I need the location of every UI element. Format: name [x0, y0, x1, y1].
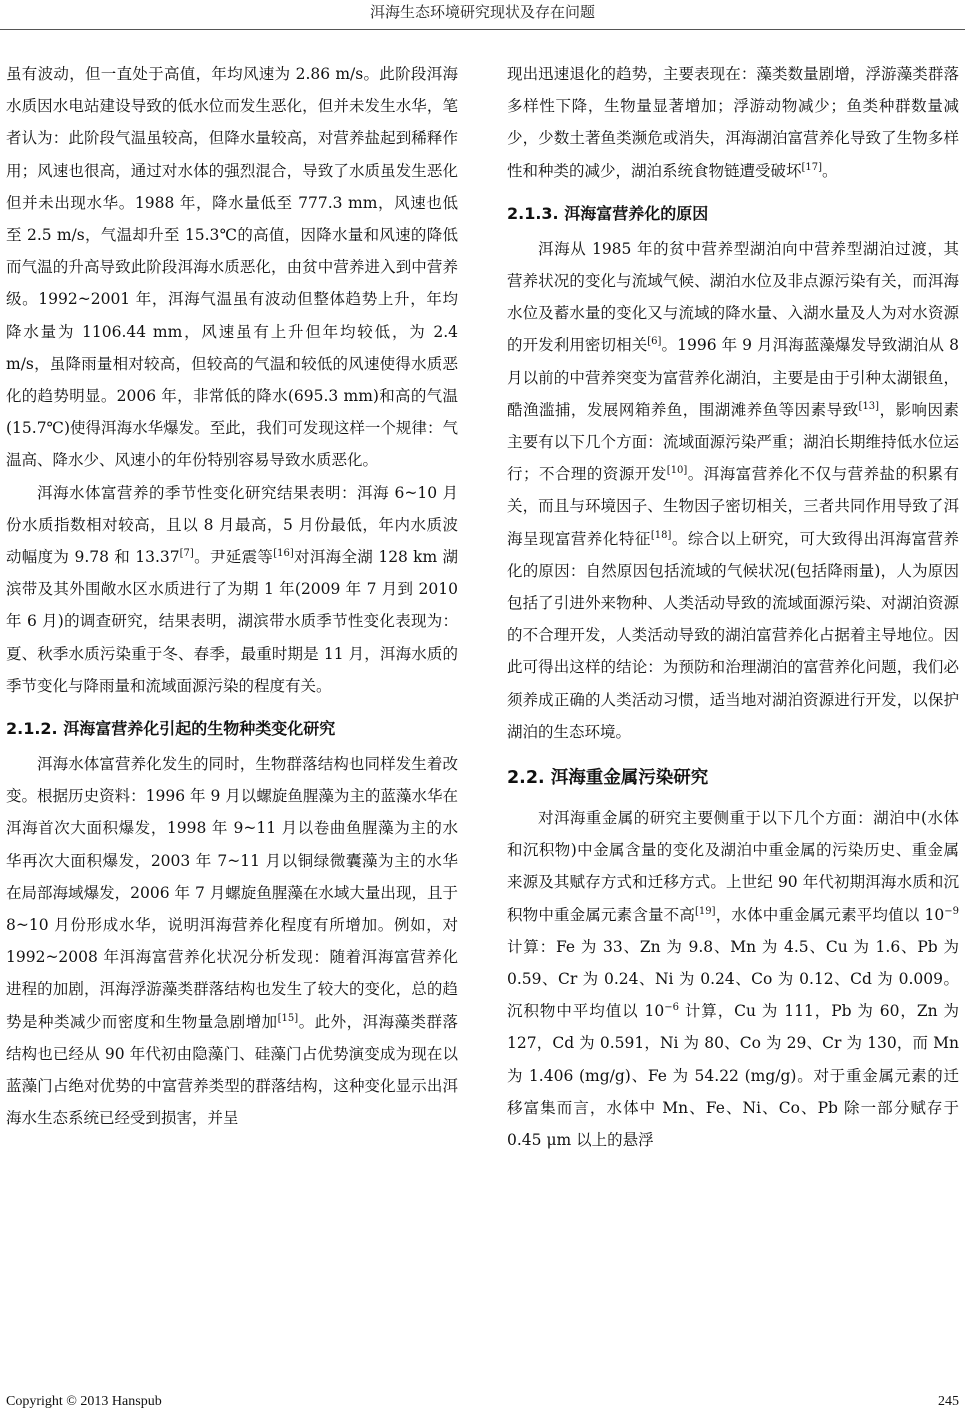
- running-head: 洱海生态环境研究现状及存在问题: [369, 3, 595, 21]
- citation-ref: −9: [944, 905, 959, 917]
- citation-ref: −6: [664, 1002, 679, 1014]
- right-column: [507, 58, 959, 1156]
- paragraph: [6, 58, 458, 477]
- citation-ref: [10]: [666, 465, 688, 477]
- text-run: ，水体中重金属元素平均值以 10: [715, 905, 945, 924]
- section-heading-2-1-2: 2.1.2. 洱海富营养化引起的生物种类变化研究: [6, 719, 336, 739]
- citation-ref: [6]: [647, 336, 662, 348]
- paragraph: [6, 477, 458, 702]
- text-run: 对洱海全湖 128 km 湖滨带及其外围敞水区水质进行了为期 1 年(2009 年 7 月到 2010 年 6 月)的调查研究，结果表明，湖滨带水质季节性变化表现为：夏、秋季水质污染重于冬、春季，最重时期是 11 月，洱海水质的季节变化与降雨量和流域面源污染的程度有关。: [6, 548, 458, 695]
- citation-ref: [7]: [179, 547, 194, 559]
- text-run: 。尹延震等: [193, 548, 274, 567]
- paragraph: [6, 748, 458, 1134]
- header-rule: [0, 29, 965, 30]
- paragraph: [507, 233, 959, 748]
- citation-ref: [15]: [277, 1012, 299, 1024]
- text-run: 。1996 年 9 月洱海蓝藻爆发导致湖泊从 8 月以前的中营养突变为富营养化湖泊，主要是由于引种太湖银鱼，酷渔滥捕，发展网箱养鱼，围湖滩养鱼等因素导致: [507, 336, 959, 419]
- text-run: 洱海水体富营养的季节性变化研究结果表明：洱海 6~10 月份水质指数相对较高，且以 8 月最高，5 月份最低，年内水质波动幅度为 9.78 和 13.37: [6, 483, 458, 567]
- text-run: 。综合以上研究，可大致得出洱海富营养化的原因：自然原因包括流域的气候状况(包括降雨量)，人为原因包括了引进外来物种、人类活动导致的流域面源污染、对湖泊资源的不合理开发，人类活动导致的湖泊富营养化占据着主导地位。因此可得出这样的结论：为预防和治理湖泊的富营养化问题，我们必须养成正确的人类活动习惯，适当地对湖泊资源进行开发，以保护湖泊的生态环境。: [507, 529, 959, 741]
- copyright-notice: Copyright © 2013 Hanspub: [6, 1394, 162, 1409]
- text-run: 计算：Fe 为 33、Zn 为 9.8、Mn 为 4.5、Cu 为 1.6、Pb 为 0.59、Cr 为 0.24、Ni 为 0.24、Co 为 0.12、Cd 为 0.009。沉积物中平均值以 10: [507, 937, 959, 1021]
- section-heading-2-2: 2.2. 洱海重金属污染研究: [507, 768, 709, 789]
- text-run: 。: [822, 161, 838, 180]
- text-run: 对洱海重金属的研究主要侧重于以下几个方面：湖泊中(水体和沉积物)中金属含量的变化及湖泊中重金属的污染历史、重金属来源及其赋存方式和迁移方式。上世纪 90 年代初期洱海水质和沉积物中重金属元素含量不高: [507, 809, 959, 924]
- citation-ref: [19]: [695, 905, 716, 917]
- text-run: 计算，Cu 为 111，Pb 为 60，Zn 为 127，Cd 为 0.591，Ni 为 80、Co 为 29、Cr 为 130，而 Mn 为 1.406 (mg/g)、Fe 为 54.22 (mg/g)。对于重金属元素的迁移富集而言，水体中 Mn、Fe、Ni、Co、Pb 除一部分赋存于 0.45 μm 以上的悬浮: [507, 1002, 959, 1150]
- text-run: 。此外，洱海藻类群落结构也已经从 90 年代初由隐藻门、硅藻门占优势演变成为现在以蓝藻门占绝对优势的中富营养类型的群落结构，这种变化显示出洱海水生态系统已经受到损害，并呈: [6, 1012, 458, 1128]
- citation-ref: [18]: [650, 529, 672, 541]
- left-column: [6, 58, 458, 1135]
- text-run: 现出迅速退化的趋势，主要表现在：藻类数量剧增，浮游藻类群落多样性下降，生物量显著增加；浮游动物减少；鱼类种群数量减少，少数土著鱼类濒危或消失，洱海湖泊富营养化导致了生物多样性和种类的减少，湖泊系统食物链遭受破坏: [507, 65, 959, 180]
- citation-ref: [13]: [858, 400, 880, 412]
- citation-ref: [16]: [273, 547, 294, 559]
- text-run: 洱海从 1985 年的贫中营养型湖泊向中营养型湖泊过渡，其营养状况的变化与流域气候、湖泊水位及非点源污染有关，而洱海水位及蓄水量的变化又与流域的降水量、入湖水量及人为对水资源的开发利用密切相关: [507, 239, 959, 355]
- text-run: 洱海水体富营养化发生的同时，生物群落结构也同样发生着改变。根据历史资料：1996 年 9 月以螺旋鱼腥藻为主的蓝藻水华在洱海首次大面积爆发，1998 年 9~11 月以卷曲鱼腥藻为主的水华再次大面积爆发，2003 年 7~11 月以铜绿微囊藻为主的水华在局部海域爆发，2006 年 7 月螺旋鱼腥藻在水域大量出现，且于 8~10 月份形成水华，说明洱海营养化程度有所增加。例如，对 1992~2008 年洱海富营养化状况分析发现：随着洱海富营养化进程的加剧，洱海浮游藻类群落结构也发生了较大的变化，总的趋势是种类减少而密度和生物量急剧增加: [6, 755, 458, 1031]
- page-number: 245: [938, 1394, 959, 1409]
- text-run: 。洱海富营养化不仅与营养盐的积累有关，而且与环境因子、生物因子密切相关，三者共同作用导致了洱海呈现富营养化特征: [507, 465, 959, 548]
- citation-ref: [17]: [801, 161, 823, 173]
- section-heading-2-1-3: 2.1.3. 洱海富营养化的原因: [507, 203, 709, 223]
- text-run: ，影响因素主要有以下几个方面：流域面源污染严重；湖泊长期维持低水位运行；不合理的资源开发: [507, 400, 959, 484]
- paragraph: [507, 58, 959, 187]
- paragraph: [507, 802, 959, 1156]
- text-run: 虽有波动，但一直处于高值，年均风速为 2.86 m/s。此阶段洱海水质因水电站建设导致的低水位而发生恶化，但并未发生水华，笔者认为：此阶段气温虽较高，但降水量较高，对营养盐起到稀释作用；风速也很高，通过对水体的强烈混合，导致了水质虽发生恶化但并未出现水华。1988 年，降水量低至 777.3 mm，风速也低至 2.5 m/s，气温却升至 15.3℃的高值，因降水量和风速的降低而气温的升高导致此阶段洱海水质恶化，由贫中营养进入到中营养级。1992~2001 年，洱海气温虽有波动但整体趋势上升，年均降水量为 1106.44 mm，风速虽有上升但年均较低，为 2.4 m/s，虽降雨量相对较高，但较高的气温和较低的风速使得水质恶化的趋势明显。2006 年，非常低的降水(695.3 mm)和高的气温(15.7℃)使得洱海水华爆发。至此，我们可发现这样一个规律：气温高、降水少、风速小的年份特别容易导致水质恶化。: [6, 65, 458, 470]
